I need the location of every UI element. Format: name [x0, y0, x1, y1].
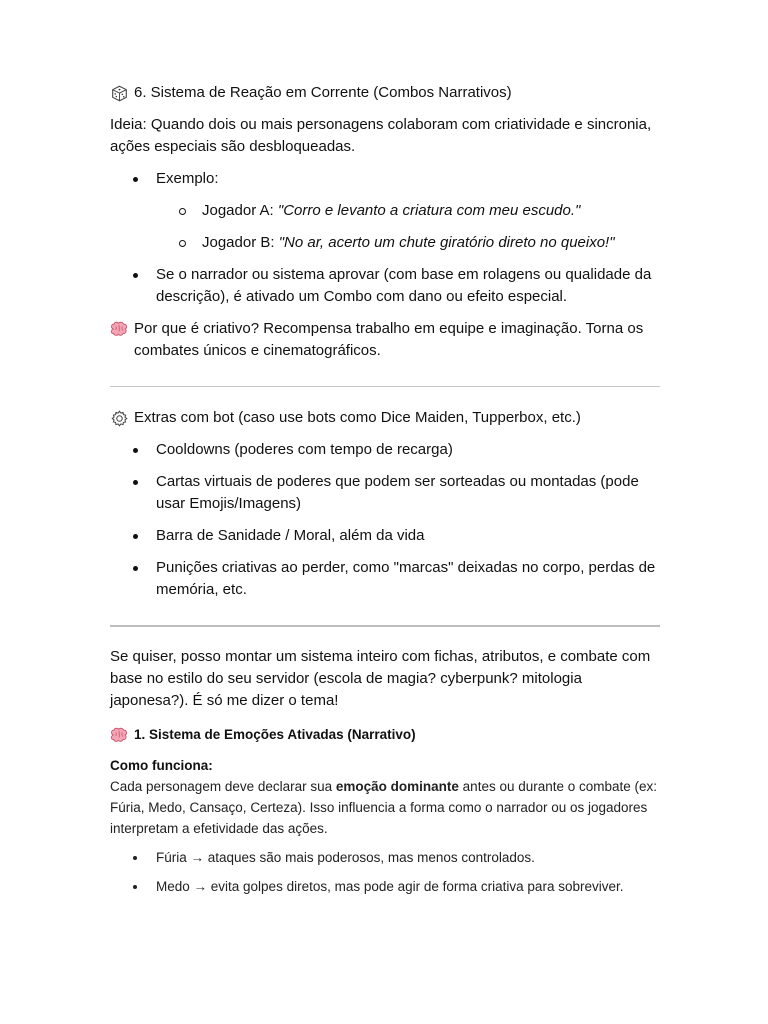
- extras-title: Extras com bot (caso use bots como Dice Maiden, Tupperbox, etc.): [134, 409, 581, 426]
- document-content: [110, 82, 660, 905]
- section-6-idea: Ideia: Quando dois ou mais personagens colaboram com criatividade e sincronia, ações especiais são desbloqueadas.: [110, 116, 652, 155]
- closing-paragraph: Se quiser, posso montar um sistema inteiro com fichas, atributos, e combate com base no estilo do seu servidor (escola de magia? cyberpunk? mitologia japonesa?). É só me dizer o tema!: [110, 648, 651, 709]
- section-6-heading: [110, 82, 660, 104]
- dominant-emotion-bold: emoção dominante: [335, 779, 459, 794]
- list-item: Cooldowns (poderes com tempo de recarga): [110, 439, 660, 461]
- section-6-title: 6. Sistema de Reação em Corrente (Combos Narrativos): [134, 84, 512, 101]
- divider-thick: [110, 625, 660, 627]
- brain-icon: [110, 320, 128, 338]
- list-item: Barra de Sanidade / Moral, além da vida: [110, 525, 660, 547]
- section-6-list: [110, 168, 660, 308]
- player-a-label: Jogador A:: [202, 202, 274, 219]
- list-item: Cartas virtuais de poderes que podem ser sorteadas ou montadas (pode usar Emojis/Imagens): [110, 471, 660, 515]
- why-creative-text: Por que é criativo? Recompensa trabalho em equipe e imaginação. Torna os combates únicos e cinematográficos.: [134, 320, 644, 359]
- why-creative: [110, 318, 660, 362]
- extras-heading: [110, 407, 660, 429]
- example-label: Exemplo:: [156, 170, 219, 187]
- list-item: [110, 264, 660, 308]
- divider: [110, 386, 660, 387]
- player-b-quote: "No ar, acerto um chute giratório direto no queixo!": [278, 234, 615, 251]
- section-1-heading: [110, 724, 660, 745]
- list-item: Fúria → ataques são mais poderosos, mas menos controlados.: [110, 847, 660, 868]
- list-item: [110, 232, 660, 254]
- section-1-title: 1. Sistema de Emoções Ativadas (Narrativo): [134, 727, 416, 742]
- section-1-list: [110, 847, 660, 897]
- section-1-description: Cada personagem deve declarar sua emoção dominante antes ou durante o combate (ex: Fúria, Medo, Cansaço, Certeza). Isso influencia a forma como o narrador ou os jogadores interpretam a efetividade das ações.: [110, 779, 658, 836]
- brain-icon: [110, 726, 128, 744]
- gear-icon: [110, 409, 128, 427]
- player-b-label: Jogador B:: [202, 234, 275, 251]
- how-it-works-label: Como funciona:: [110, 758, 213, 773]
- list-item: [110, 200, 660, 222]
- approval-text: Se o narrador ou sistema aprovar (com base em rolagens ou qualidade da descrição), é ativado um Combo com dano ou efeito especial.: [156, 266, 652, 305]
- list-item: [110, 168, 660, 190]
- player-a-quote: "Corro e levanto a criatura com meu escudo.": [277, 202, 581, 219]
- list-item: Punições criativas ao perder, como "marcas" deixadas no corpo, perdas de memória, etc.: [110, 557, 660, 601]
- dice-icon: [110, 84, 128, 102]
- extras-list: [110, 439, 660, 601]
- list-item: Medo → evita golpes diretos, mas pode agir de forma criativa para sobreviver.: [110, 876, 660, 897]
